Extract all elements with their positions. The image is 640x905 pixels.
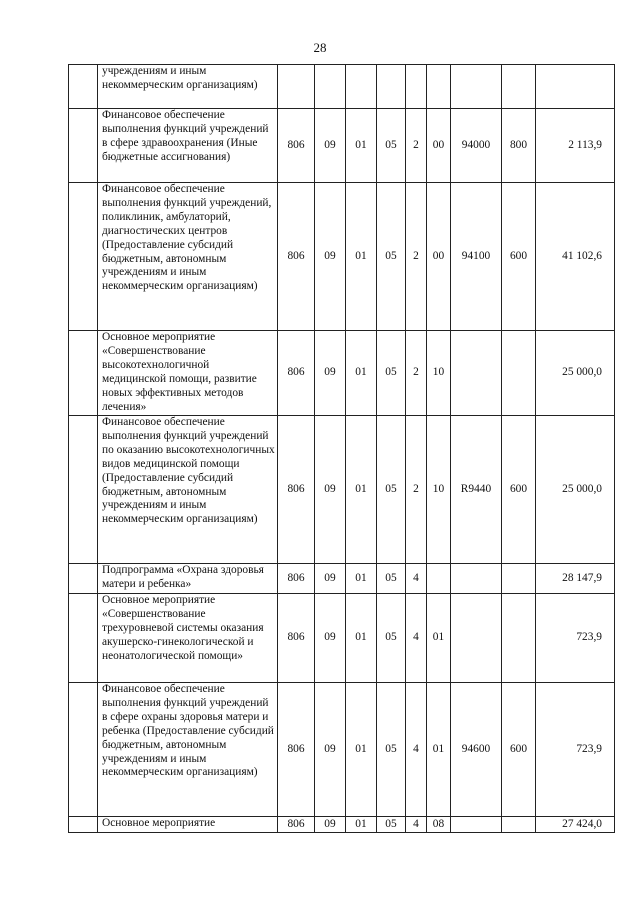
cell-section: 09 <box>315 109 346 183</box>
cell-event: 01 <box>427 594 451 683</box>
cell-amount: 25 000,0 <box>536 416 615 564</box>
cell-program: 05 <box>377 817 406 833</box>
cell-event: 10 <box>427 416 451 564</box>
cell-expense-type <box>502 564 536 594</box>
cell-subsection: 01 <box>346 331 377 416</box>
table-row <box>69 331 615 416</box>
cell-direction <box>451 65 502 109</box>
cell-amount: 25 000,0 <box>536 331 615 416</box>
cell-expense-type: 600 <box>502 416 536 564</box>
cell-amount: 28 147,9 <box>536 564 615 594</box>
cell-description: Финансовое обеспечение выполнения функций учреждений, поликлиник, амбулаторий, диагностических центров (Предоставление субсидий бюджетным, автономным учреждениям и иным некоммерческим организациям) <box>98 183 278 331</box>
cell-index <box>69 416 98 564</box>
cell-subprogram: 4 <box>406 817 427 833</box>
cell-index <box>69 183 98 331</box>
table-row <box>69 65 615 109</box>
cell-description: Основное мероприятие «Совершенствование трехуровневой системы оказания акушерско-гинекологической и неонатологической помощи» <box>98 594 278 683</box>
cell-expense-type: 600 <box>502 183 536 331</box>
cell-expense-type <box>502 65 536 109</box>
cell-program: 05 <box>377 594 406 683</box>
cell-grbs: 806 <box>278 683 315 817</box>
cell-event: 00 <box>427 183 451 331</box>
cell-subsection: 01 <box>346 109 377 183</box>
cell-description: учреждениям и иным некоммерческим организациям) <box>98 65 278 109</box>
cell-grbs: 806 <box>278 183 315 331</box>
cell-section <box>315 65 346 109</box>
page-number: 28 <box>313 40 327 55</box>
cell-grbs <box>278 65 315 109</box>
cell-subsection: 01 <box>346 594 377 683</box>
cell-program: 05 <box>377 183 406 331</box>
cell-description: Финансовое обеспечение выполнения функций учреждений в сфере охраны здоровья матери и ребенка (Предоставление субсидий бюджетным, автономным учреждениям и иным некоммерческим организациям) <box>98 683 278 817</box>
cell-event: 10 <box>427 331 451 416</box>
cell-expense-type: 600 <box>502 683 536 817</box>
cell-section: 09 <box>315 183 346 331</box>
cell-subsection: 01 <box>346 564 377 594</box>
cell-index <box>69 594 98 683</box>
table-row <box>69 109 615 183</box>
cell-amount: 723,9 <box>536 683 615 817</box>
cell-subprogram: 4 <box>406 594 427 683</box>
cell-event <box>427 564 451 594</box>
cell-expense-type <box>502 817 536 833</box>
cell-program: 05 <box>377 416 406 564</box>
cell-direction: 94600 <box>451 683 502 817</box>
cell-grbs: 806 <box>278 331 315 416</box>
cell-amount <box>536 65 615 109</box>
cell-index <box>69 65 98 109</box>
cell-event <box>427 65 451 109</box>
table-row <box>69 564 615 594</box>
cell-subprogram: 2 <box>406 416 427 564</box>
cell-direction <box>451 594 502 683</box>
cell-index <box>69 564 98 594</box>
cell-section: 09 <box>315 564 346 594</box>
cell-subsection: 01 <box>346 683 377 817</box>
cell-subsection: 01 <box>346 183 377 331</box>
table-row <box>69 416 615 564</box>
cell-direction <box>451 817 502 833</box>
cell-grbs: 806 <box>278 594 315 683</box>
cell-amount: 41 102,6 <box>536 183 615 331</box>
table-row <box>69 683 615 817</box>
cell-grbs: 806 <box>278 817 315 833</box>
cell-description: Основное мероприятие <box>98 817 278 833</box>
cell-subprogram: 2 <box>406 183 427 331</box>
cell-subprogram: 2 <box>406 109 427 183</box>
table-row <box>69 183 615 331</box>
cell-description: Подпрограмма «Охрана здоровья матери и ребенка» <box>98 564 278 594</box>
cell-index <box>69 683 98 817</box>
table-body <box>69 65 615 833</box>
cell-program: 05 <box>377 564 406 594</box>
table-row <box>69 594 615 683</box>
cell-description: Финансовое обеспечение выполнения функций учреждений в сфере здравоохранения (Иные бюджетные ассигнования) <box>98 109 278 183</box>
cell-event: 00 <box>427 109 451 183</box>
budget-table <box>68 64 615 833</box>
cell-index <box>69 331 98 416</box>
cell-grbs: 806 <box>278 416 315 564</box>
cell-subprogram <box>406 65 427 109</box>
cell-grbs: 806 <box>278 109 315 183</box>
cell-expense-type <box>502 331 536 416</box>
cell-index <box>69 109 98 183</box>
cell-program: 05 <box>377 109 406 183</box>
cell-program: 05 <box>377 683 406 817</box>
cell-subprogram: 2 <box>406 331 427 416</box>
cell-subsection: 01 <box>346 817 377 833</box>
cell-direction: 94100 <box>451 183 502 331</box>
cell-program <box>377 65 406 109</box>
cell-expense-type: 800 <box>502 109 536 183</box>
cell-expense-type <box>502 594 536 683</box>
cell-direction: R9440 <box>451 416 502 564</box>
table-row <box>69 817 615 833</box>
cell-grbs: 806 <box>278 564 315 594</box>
cell-direction <box>451 564 502 594</box>
cell-section: 09 <box>315 683 346 817</box>
cell-section: 09 <box>315 817 346 833</box>
cell-subsection: 01 <box>346 416 377 564</box>
cell-amount: 2 113,9 <box>536 109 615 183</box>
cell-index <box>69 817 98 833</box>
cell-amount: 723,9 <box>536 594 615 683</box>
cell-direction <box>451 331 502 416</box>
cell-event: 01 <box>427 683 451 817</box>
cell-section: 09 <box>315 331 346 416</box>
cell-subprogram: 4 <box>406 683 427 817</box>
cell-subsection <box>346 65 377 109</box>
cell-program: 05 <box>377 331 406 416</box>
cell-amount: 27 424,0 <box>536 817 615 833</box>
cell-direction: 94000 <box>451 109 502 183</box>
cell-subprogram: 4 <box>406 564 427 594</box>
cell-description: Основное мероприятие «Совершенствование высокотехнологичной медицинской помощи, развитие новых эффективных методов лечения» <box>98 331 278 416</box>
cell-description: Финансовое обеспечение выполнения функций учреждений по оказанию высокотехнологичных видов медицинской помощи (Предоставление субсидий бюджетным, автономным учреждениям и иным некоммерческим организациям) <box>98 416 278 564</box>
cell-section: 09 <box>315 594 346 683</box>
cell-event: 08 <box>427 817 451 833</box>
cell-section: 09 <box>315 416 346 564</box>
